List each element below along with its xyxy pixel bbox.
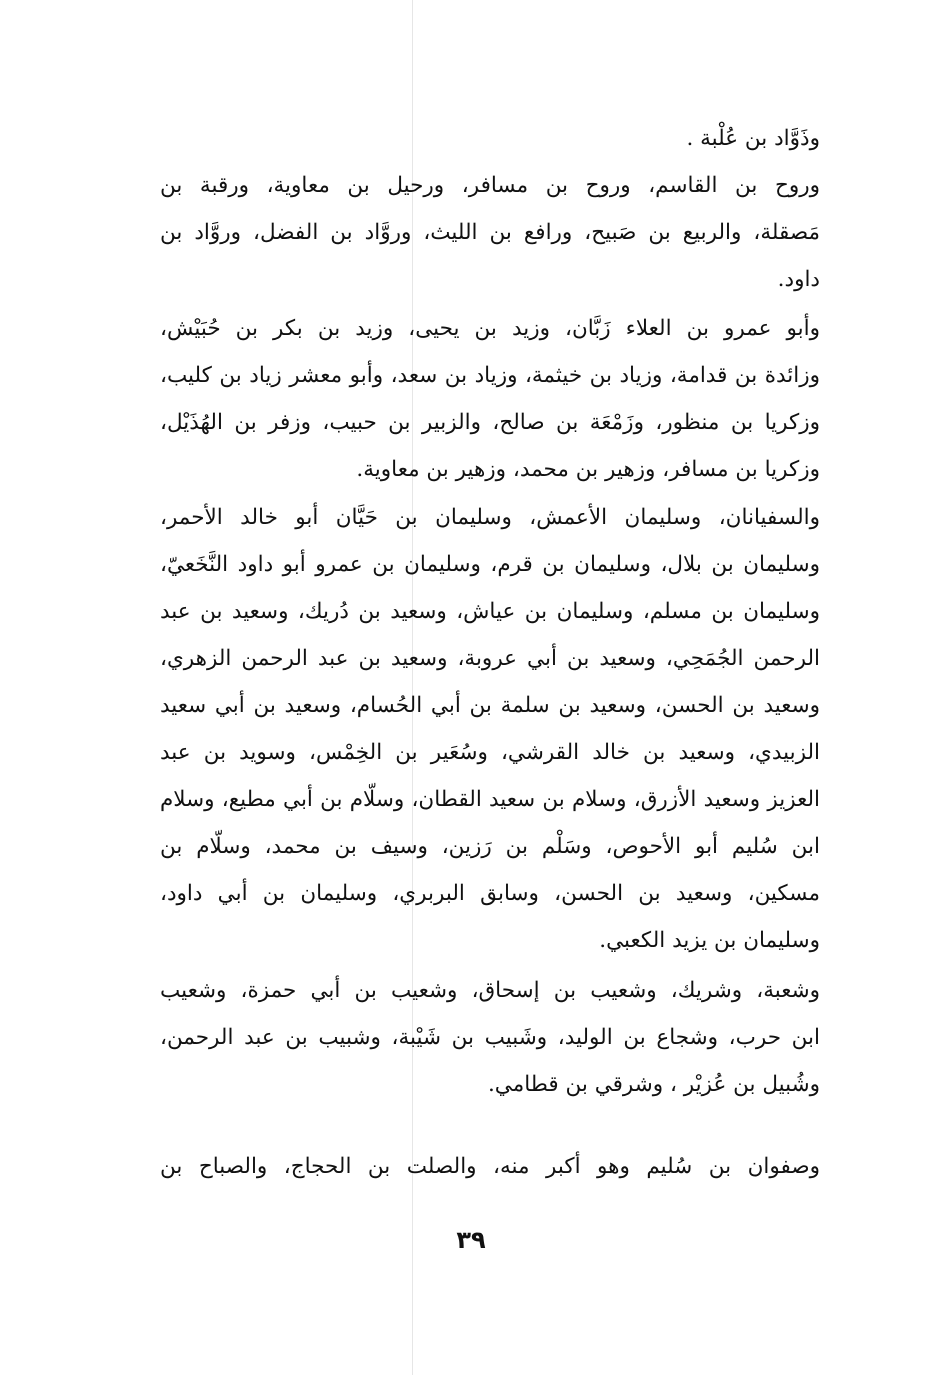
- paragraph-5: [160, 967, 820, 1108]
- text-line: مسكين، وسعيد بن الحسن، وسابق البربري، وسليمان بن أبي داود،: [160, 881, 820, 906]
- text-line: ابن حرب، وشجاع بن الوليد، وشَبيب بن شَيْبة، وشبيب بن عبد الرحمن،: [160, 1025, 820, 1050]
- text-line: والسفيانان، وسليمان الأعمش، وسليمان بن حَيَّان أبو خالد الأحمر،: [160, 505, 820, 530]
- text-line: العزيز وسعيد الأزرق، وسلام بن سعيد القطان، وسلّام بن أبي مطيع، وسلام: [160, 787, 820, 812]
- text-line: وشعبة، وشريك، وشعيب بن إسحاق، وشعيب بن أبي حمزة، وشعيب: [160, 978, 820, 1003]
- paragraph-3: [160, 305, 820, 493]
- text-line: وسعيد بن الحسن، وسعيد بن سلمة بن أبي الحُسام، وسعيد بن أبي سعيد: [160, 693, 820, 718]
- paragraph-1: [160, 115, 820, 162]
- text-line: وزكريا بن منظور، وزَمْعَة بن صالح، والزبير بن حبيب، وزفر بن الهُذَيْل،: [160, 410, 820, 435]
- paragraph-4: [160, 494, 820, 964]
- text-line: وسليمان بن يزيد الكعبي.: [599, 928, 820, 953]
- text-line: وروح بن القاسم، وروح بن مسافر، ورحيل بن معاوية، ورقبة بن: [160, 173, 820, 198]
- text-line: الزبيدي، وسعيد بن خالد القرشي، وسُعَير بن الخِمْس، وسويد بن عبد: [160, 740, 820, 765]
- text-line: وزائدة بن قدامة، وزياد بن خيثمة، وزياد بن سعد، وأبو معشر زياد بن كليب،: [160, 363, 820, 388]
- text-line: وذَوَّاد بن عُلْبة .: [686, 126, 820, 151]
- text-line: الرحمن الجُمَحِي، وسعيد بن أبي عروبة، وسعيد بن عبد الرحمن الزهري،: [160, 646, 820, 671]
- paragraph-6: [160, 1143, 820, 1190]
- text-line: وزكريا بن مسافر، وزهير بن محمد، وزهير بن معاوية.: [356, 457, 820, 482]
- text-line: وأبو عمرو بن العلاء زَبَّان، وزيد بن يحيى، وزيد بن بكر بن حُبَيْش،: [160, 316, 820, 341]
- text-line: وصفوان بن سُليم وهو أكبر منه، والصلت بن الحجاج، والصباح بن: [160, 1154, 820, 1179]
- text-line: مَصقلة، والربيع بن صَبيح، ورافع بن الليث، وروَّاد بن الفضل، وروَّاد بن: [160, 220, 820, 245]
- text-line: وسليمان بن مسلم، وسليمان بن عياش، وسعيد بن دُريك، وسعيد بن عبد: [160, 599, 820, 624]
- text-line: داود.: [777, 267, 820, 292]
- text-line: ابن سُليم أبو الأحوص، وسَلْم بن رَزين، وسيف بن محمد، وسلّام بن: [160, 834, 820, 859]
- text-line: وسليمان بن بلال، وسليمان بن قرم، وسليمان بن عمرو أبو داود النَّخَعيّ،: [160, 552, 820, 577]
- page-number: ٣٩: [456, 1226, 486, 1254]
- text-line: وشُبيل بن عُزيْر ، وشرقي بن قطامي.: [487, 1072, 820, 1097]
- paragraph-2: [160, 162, 820, 303]
